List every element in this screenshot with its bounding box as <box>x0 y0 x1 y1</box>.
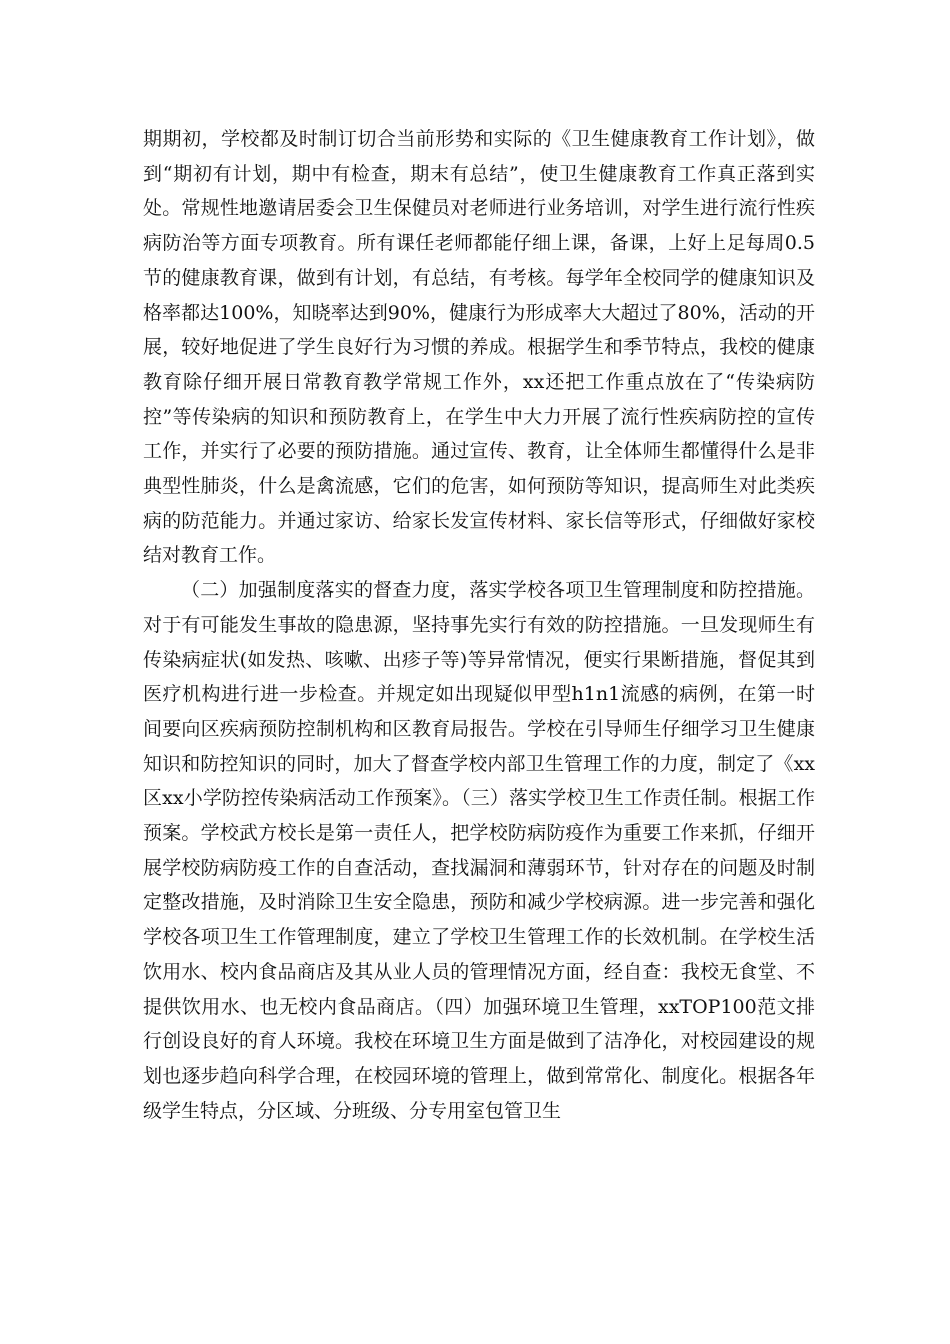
paragraph-2: （二）加强制度落实的督查力度，落实学校各项卫生管理制度和防控措施。对于有可能发生事故的隐患源，坚持事先实行有效的防控措施。一旦发现师生有传染病症状(如发热、咳嗽、出疹子等)等异常情况，便实行果断措施，督促其到医疗机构进行进一步检查。并规定如出现疑似甲型h1n1流感的病例，在第一时间要向区疾病预防控制机构和区教育局报告。学校在引导师生仔细学习卫生健康知识和防控知识的同时，加大了督查学校内部卫生管理工作的力度，制定了《xx区xx小学防控传染病活动工作预案》。（三）落实学校卫生工作责任制。根据工作预案。学校武方校长是第一责任人，把学校防病防疫作为重要工作来抓，仔细开展学校防病防疫工作的自查活动，查找漏洞和薄弱环节，针对存在的问题及时制定整改措施，及时消除卫生安全隐患，预防和减少学校病源。进一步完善和强化学校各项卫生工作管理制度，建立了学校卫生管理工作的长效机制。在学校生活饮用水、校内食品商店及其从业人员的管理情况方面，经自查：我校无食堂、不提供饮用水、也无校内食品商店。（四）加强环境卫生管理，xxTOP100范文排行创设良好的育人环境。我校在环境卫生方面是做到了洁净化，对校园建设的规划也逐步趋向科学合理，在校园环境的管理上，做到常常化、制度化。根据各年级学生特点，分区域、分班级、分专用室包管卫生 <box>143 579 815 1122</box>
paragraph-1: 期期初，学校都及时制订切合当前形势和实际的《卫生健康教育工作计划》，做到“期初有计划，期中有检查，期末有总结”，使卫生健康教育工作真正落到实处。常规性地邀请居委会卫生保健员对老师进行业务培训，对学生进行流行性疾病防治等方面专项教育。所有课任老师都能仔细上课，备课，上好上足每周0.5节的健康教育课，做到有计划，有总结，有考核。每学年全校同学的健康知识及格率都达100%，知晓率达到90%，健康行为形成率大大超过了80%，活动的开展，较好地促进了学生良好行为习惯的养成。根据学生和季节特点，我校的健康教育除仔细开展日常教育教学常规工作外，xx还把工作重点放在了“传染病防控”等传染病的知识和预防教育上，在学生中大力开展了流行性疾病防控的宣传工作，并实行了必要的预防措施。通过宣传、教育，让全体师生都懂得什么是非典型性肺炎，什么是禽流感，它们的危害，如何预防等知识，提高师生对此类疾病的防范能力。并通过家访、给家长发宣传材料、家长信等形式，仔细做好家校结对教育工作。 <box>143 128 815 567</box>
document-body <box>143 122 815 1128</box>
